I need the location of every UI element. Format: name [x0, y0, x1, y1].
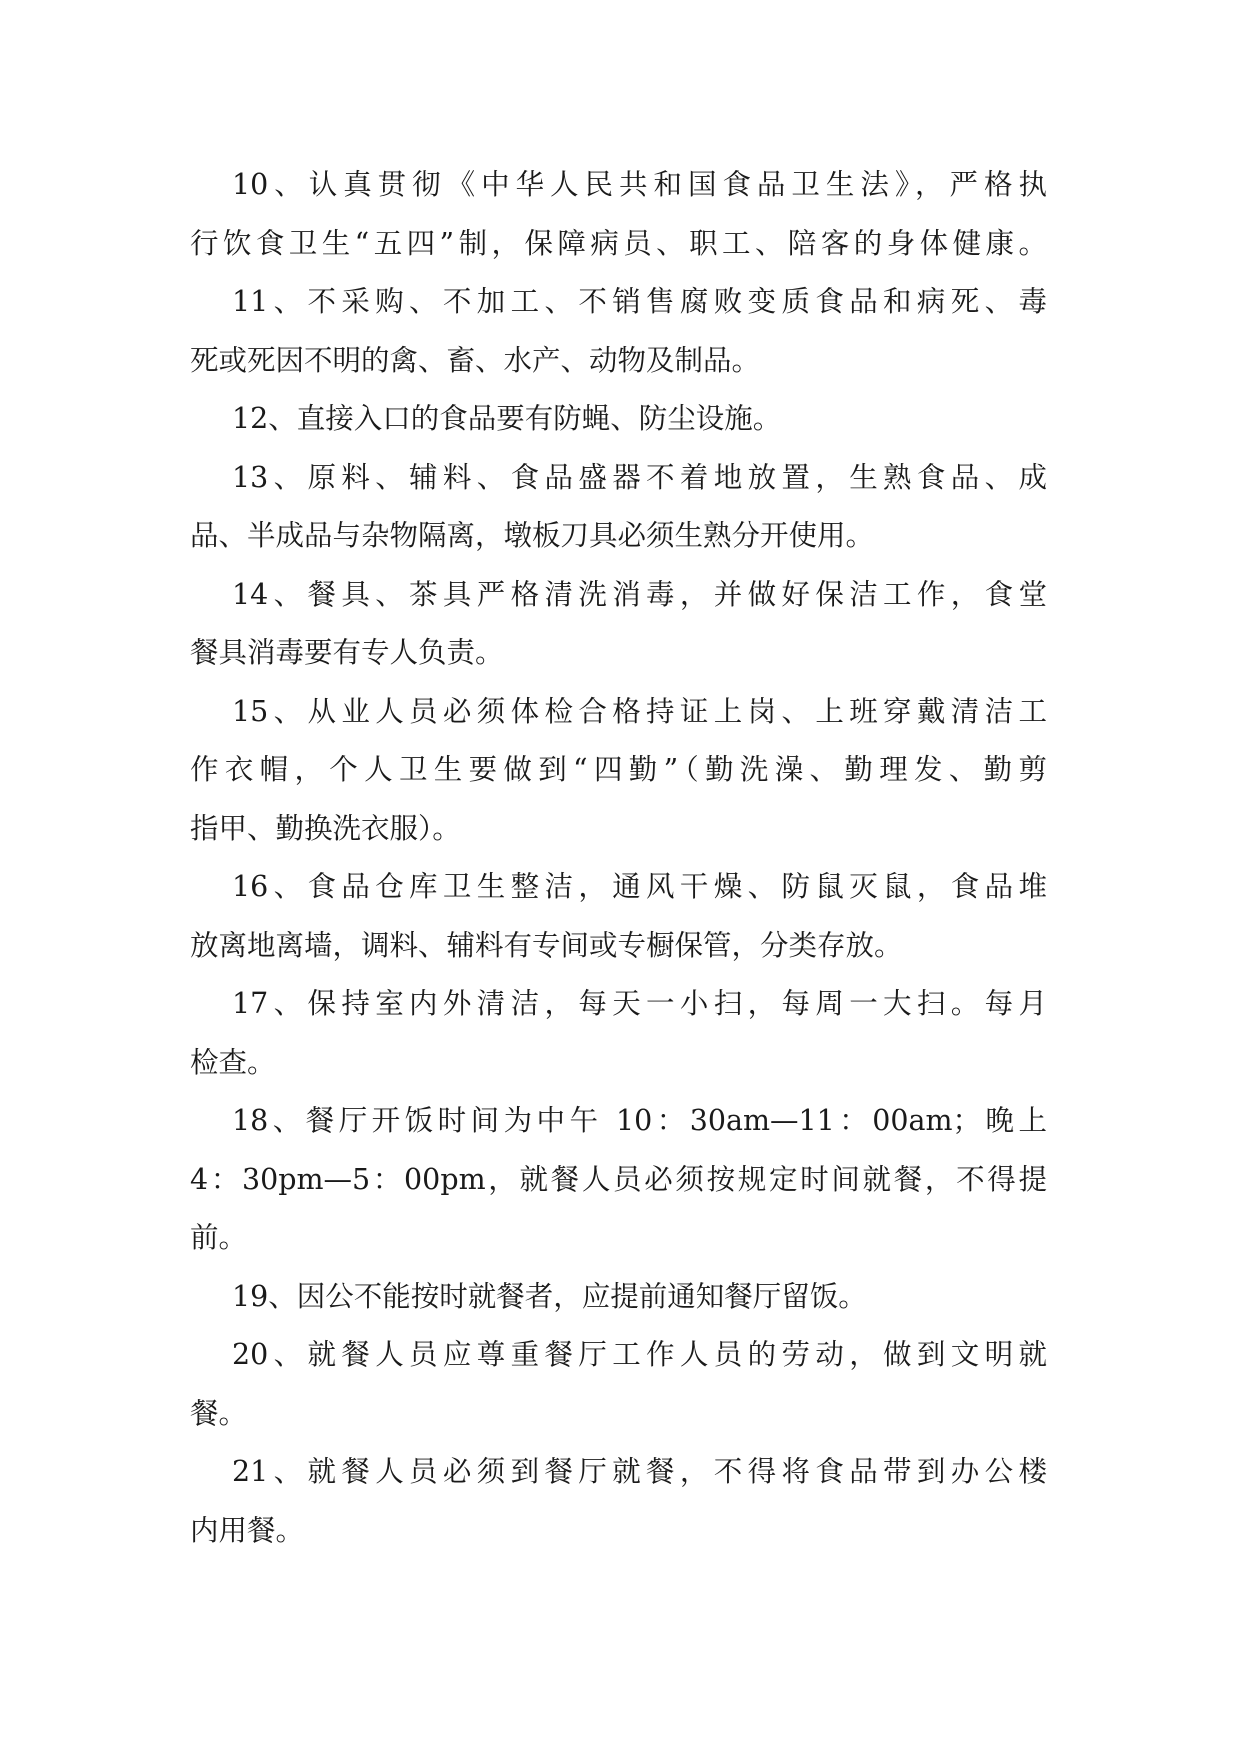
paragraph-line: 13、原料、辅料、食品盛器不着地放置，生熟食品、成: [232, 460, 1047, 494]
paragraph-line: 品、半成品与杂物隔离，墩板刀具必须生熟分开使用。: [190, 519, 875, 552]
paragraph-line: 15、从业人员必须体检合格持证上岗、上班穿戴清洁工: [232, 694, 1047, 728]
paragraph-19: [190, 1268, 1047, 1327]
paragraph-line: 作衣帽，个人卫生要做到“四勤”（勤洗澡、勤理发、勤剪: [190, 753, 1047, 786]
paragraph-line: 指甲、勤换洗衣服）。: [190, 811, 461, 845]
paragraph-line: 行饮食卫生“五四”制，保障病员、职工、陪客的身体健康。: [190, 226, 1047, 260]
paragraph-line: 19、因公不能按时就餐者，应提前通知餐厅留饭。: [232, 1279, 867, 1313]
paragraph-line: 内用餐。: [190, 1513, 305, 1547]
paragraph-line: 10、认真贯彻《中华人民共和国食品卫生法》，严格执: [232, 168, 1047, 201]
paragraph-17: [190, 975, 1047, 1092]
paragraph-line: 14、餐具、茶具严格清洗消毒，并做好保洁工作，食堂: [232, 577, 1047, 611]
paragraph-12: [190, 390, 1047, 449]
paragraph-line: 前。: [190, 1221, 248, 1254]
paragraph-13: [190, 449, 1047, 566]
paragraph-line: 17、保持室内外清洁，每天一小扫，每周一大扫。每月: [232, 987, 1047, 1020]
paragraph-line: 放离地离墙，调料、辅料有专间或专橱保管，分类存放。: [190, 928, 903, 962]
document-body: [190, 156, 1047, 1560]
paragraph-line: 餐。: [190, 1396, 248, 1430]
paragraph-10: [190, 156, 1047, 273]
paragraph-line: 20、就餐人员应尊重餐厅工作人员的劳动，做到文明就: [232, 1338, 1047, 1371]
paragraph-14: [190, 566, 1047, 683]
paragraph-line: 检查。: [190, 1045, 276, 1079]
paragraph-16: [190, 858, 1047, 975]
paragraph-20: [190, 1326, 1047, 1443]
paragraph-line: 18、餐厅开饭时间为中午 10：30am—11：00am；晚上: [232, 1104, 1047, 1137]
paragraph-line: 4：30pm—5：00pm，就餐人员必须按规定时间就餐，不得提: [190, 1162, 1047, 1196]
paragraph-21: [190, 1443, 1047, 1560]
paragraph-11: [190, 273, 1047, 390]
paragraph-line: 11、不采购、不加工、不销售腐败变质食品和病死、毒: [232, 285, 1047, 318]
paragraph-line: 21、就餐人员必须到餐厅就餐，不得将食品带到办公楼: [232, 1455, 1047, 1488]
paragraph-line: 餐具消毒要有专人负责。: [190, 636, 504, 669]
paragraph-18: [190, 1092, 1047, 1268]
paragraph-line: 死或死因不明的禽、畜、水产、动物及制品。: [190, 343, 761, 377]
paragraph-15: [190, 683, 1047, 859]
paragraph-line: 16、食品仓库卫生整洁，通风干燥、防鼠灭鼠，食品堆: [232, 870, 1047, 903]
paragraph-line: 12、直接入口的食品要有防蝇、防尘设施。: [232, 402, 782, 435]
